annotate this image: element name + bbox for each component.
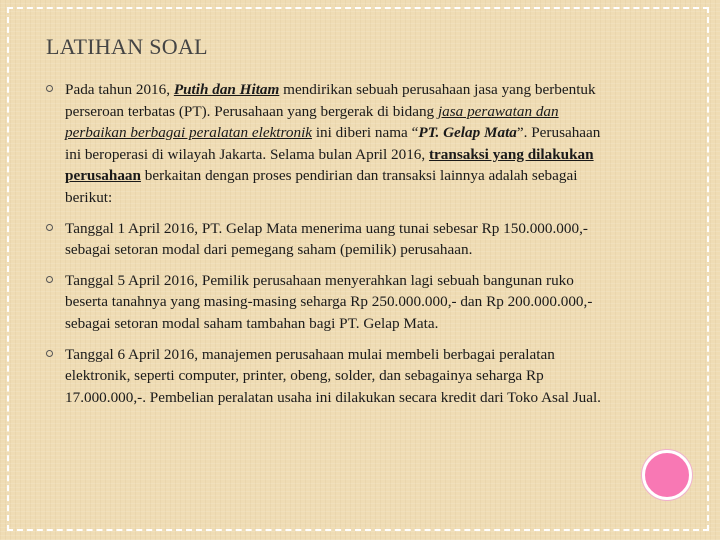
bullet-circle-icon [46,224,53,231]
text-segment: ini diberi nama “ [312,124,419,142]
decorative-pink-circle [642,450,692,500]
business-field: jasa perawatan dan perbaikan berbagai peralatan elektronik [65,102,559,142]
item-text [65,81,600,206]
text-segment: ”. Perusahaan ini beroperasi di wilayah Jakarta. Selama bulan April 2016, [65,124,601,163]
list-item [44,270,616,335]
item-text: Tanggal 1 April 2016, PT. Gelap Mata menerima uang tunai sebesar Rp 150.000.000,- sebagai setoran modal dari pemegang saham (pemilik) perusahaan. [65,219,588,259]
item-text: Tanggal 5 April 2016, Pemilik perusahaan menyerahkan lagi sebuah bangunan ruko beserta tanahnya yang masing-masing seharga Rp 250.000.000,- dan Rp 200.000.000,- sebagai setoran modal saham tambahan bagi PT. Gelap Mata. [65,271,593,332]
list-item [44,344,616,409]
exercise-list [44,79,616,417]
list-item [44,79,616,209]
item-text: Tanggal 6 April 2016, manajemen perusahaan mulai membeli berbagai peralatan elektronik, seperti computer, printer, obeng, solder, dan sebagainya seharga Rp 17.000.000,-. Pembelian peralatan usaha ini dilakukan secara kredit dari Toko Asal Jual. [65,345,601,406]
slide-title: LATIHAN SOAL [46,34,208,59]
company-owner-name: Putih dan Hitam [173,81,280,98]
bullet-circle-icon [46,276,53,283]
company-name: PT. Gelap Mata [418,124,517,142]
text-segment: Pada tahun 2016, [65,81,174,98]
list-item [44,218,616,261]
bullet-circle-icon [46,85,53,92]
text-segment: berkaitan dengan proses pendirian dan transaksi lainnya adalah sebagai berikut: [65,167,578,206]
bullet-circle-icon [46,350,53,357]
transactions-phrase: transaksi yang dilakukan perusahaan [65,145,594,185]
text-segment: mendirikan sebuah perusahaan jasa yang berbentuk perseroan terbatas (PT). Perusahaan yang bergerak di bidang [65,81,596,120]
